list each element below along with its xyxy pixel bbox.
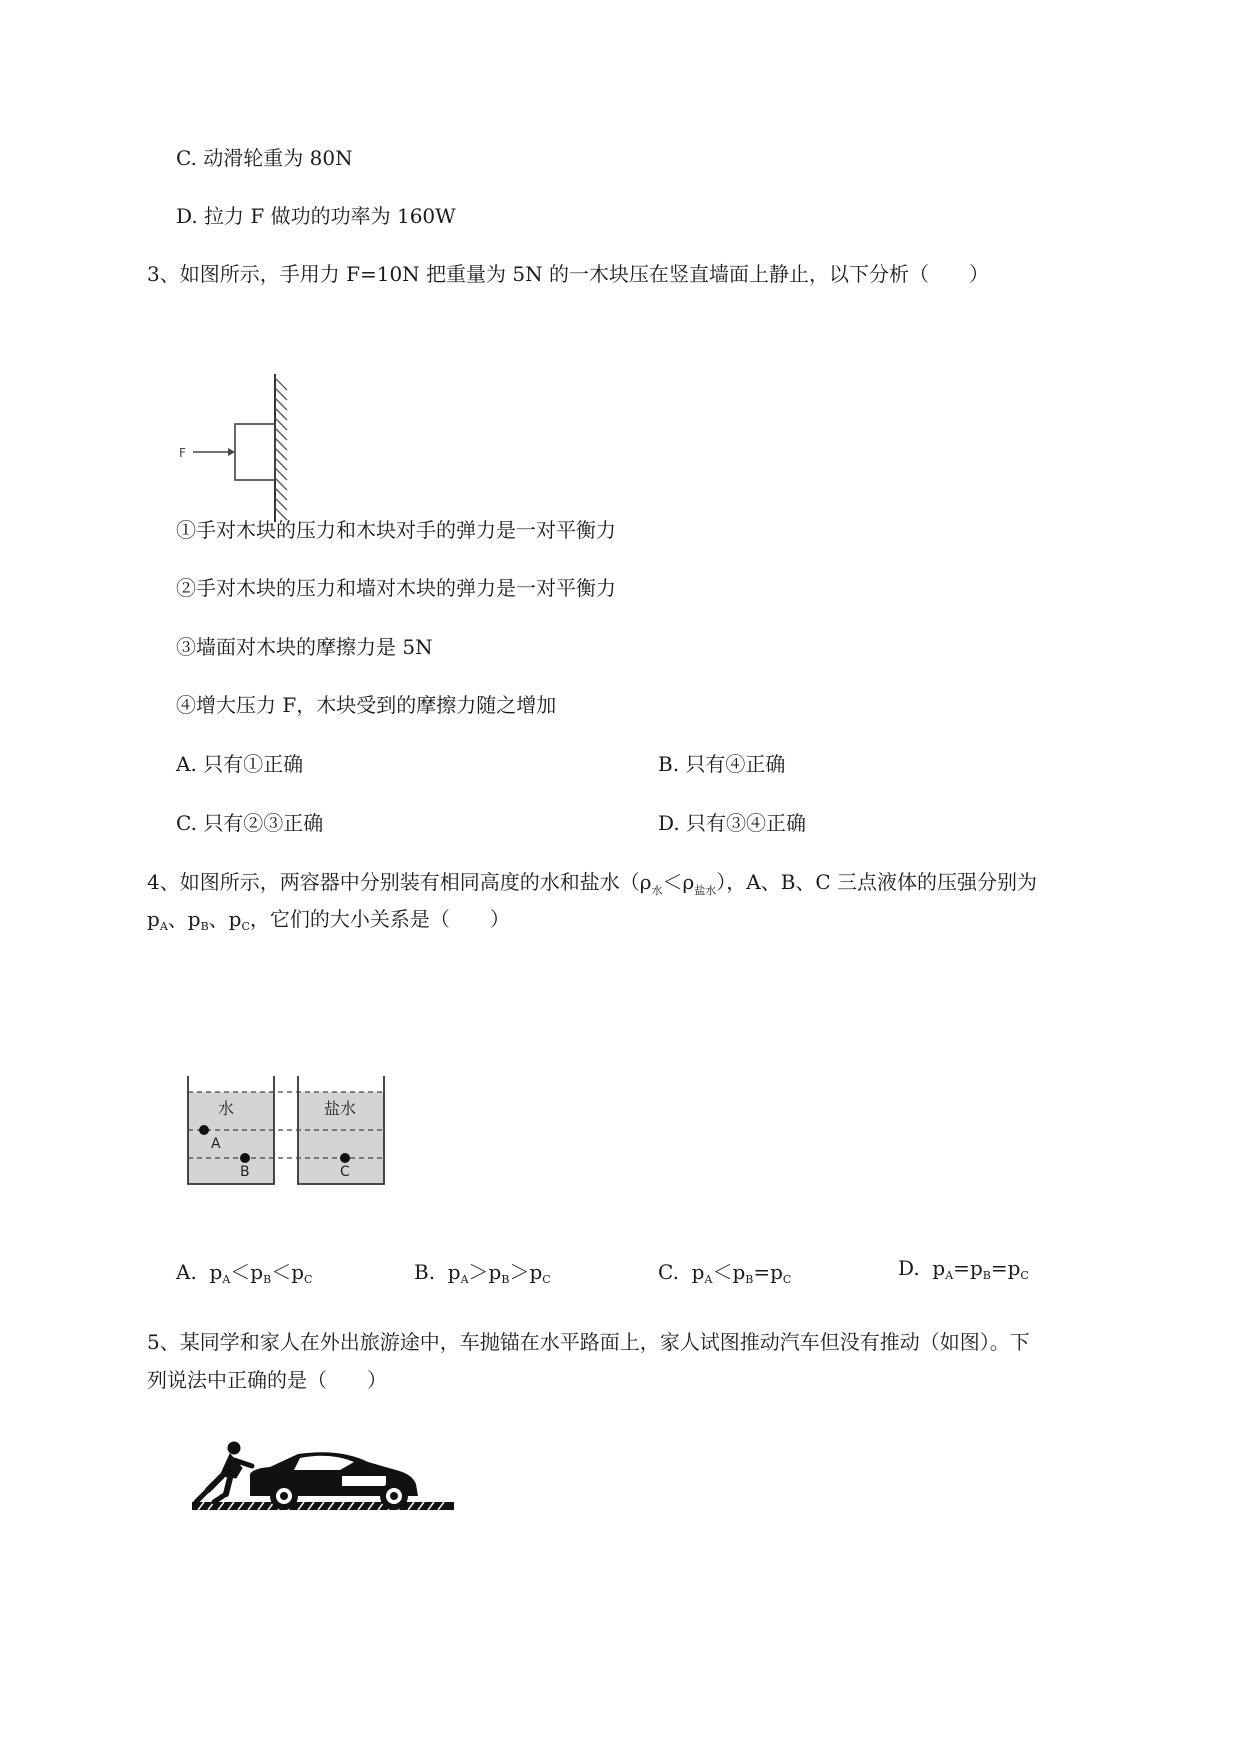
q3-statement-4: ④增大压力 F，木块受到的摩擦力随之增加 [176, 693, 557, 717]
q3-option-c: C. 只有②③正确 [176, 811, 324, 835]
q3-option-b: B. 只有④正确 [658, 752, 786, 776]
q3-option-a: A. 只有①正确 [176, 752, 304, 776]
q5-stem-line2: 列说法中正确的是（ ） [147, 1368, 387, 1392]
q3-statement-2: ②手对木块的压力和墙对木块的弹力是一对平衡力 [176, 576, 616, 600]
q3-stem: 3、如图所示，手用力 F=10N 把重量为 5N 的一木块压在竖直墙面上静止，以下分析（ ） [147, 262, 989, 286]
person-pushing [196, 1442, 252, 1502]
q4-containers-figure [182, 1070, 392, 1200]
point-a [199, 1125, 209, 1135]
wood-block [235, 424, 275, 480]
q4-option-a: A. $p_A<p_B<p_C$ [176, 1260, 313, 1286]
q4-option-c: C. $p_A<p_B=p_C$ [658, 1260, 792, 1286]
point-b [240, 1153, 250, 1163]
point-a-label: A [211, 1136, 221, 1152]
point-c [340, 1153, 350, 1163]
q3-wall-figure [175, 370, 305, 530]
q3-statement-3: ③墙面对木块的摩擦力是 5N [176, 635, 433, 659]
salt-water-label: 盐水 [324, 1099, 357, 1118]
q4-stem-line2: $p_A$、$p_B$、$p_C$，它们的大小关系是（ ） [147, 907, 510, 933]
q5-stem-line1: 5、某同学和家人在外出旅游途中，车抛锚在水平路面上，家人试图推动汽车但没有推动（如图）。下 [147, 1330, 1030, 1354]
q4-stem-line1: 4、如图所示，两容器中分别装有相同高度的水和盐水$(\rho_水<\rho_{盐水})$，A、B、C 三点液体的压强分别为 [147, 870, 1038, 897]
q2-option-d: D. 拉力 F 做功的功率为 160W [176, 204, 456, 228]
q4-option-d: D. $p_A=p_B=p_C$ [898, 1256, 1029, 1282]
point-c-label: C [340, 1164, 350, 1180]
q3-statement-1: ①手对木块的压力和木块对手的弹力是一对平衡力 [176, 518, 616, 542]
force-label: F [179, 446, 186, 460]
q4-option-b: B. $p_A>p_B>p_C$ [414, 1260, 551, 1286]
water-label: 水 [218, 1099, 235, 1118]
q5-push-car-figure [190, 1440, 460, 1520]
q2-option-c: C. 动滑轮重为 80N [176, 146, 353, 170]
point-b-label: B [240, 1164, 250, 1180]
car [250, 1452, 418, 1510]
q3-option-d: D. 只有③④正确 [658, 811, 807, 835]
